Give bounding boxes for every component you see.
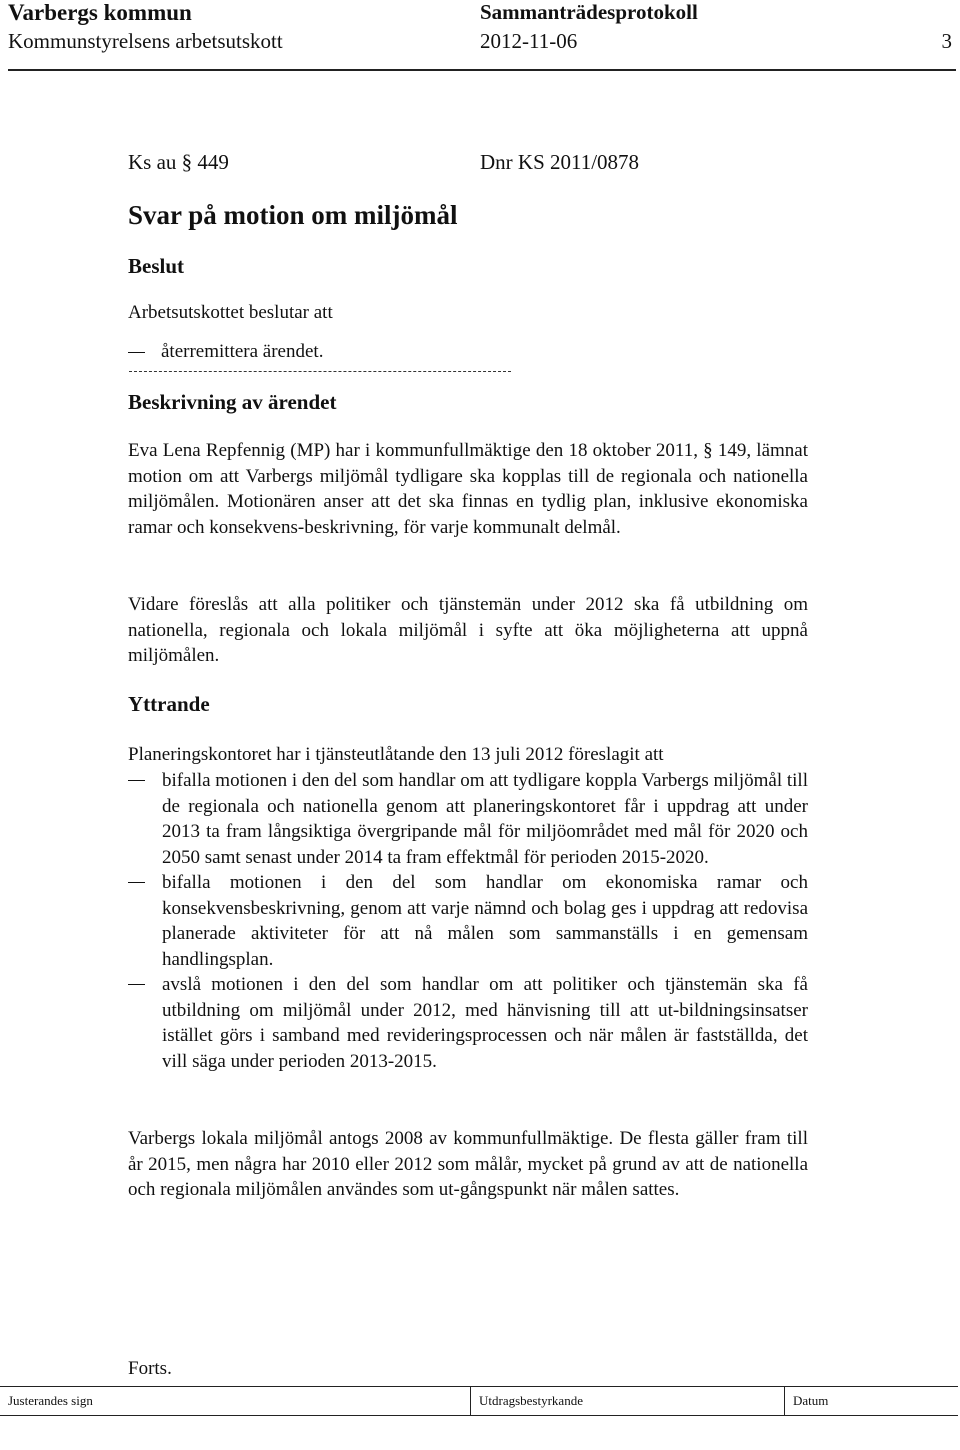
description-paragraph-1 [128, 438, 808, 540]
description-paragraph-2 [128, 592, 808, 669]
statement-intro [128, 742, 808, 768]
list-item-text: bifalla motionen i den del som handlar om att tydligare koppla Varbergs miljömål till de regionala och nationella genom att planeringskontoret får i uppdrag att under 2013 ta fram långsiktiga övergripande mål för miljöområdet med mål för 2020 och 2050 samt senast under 2014 ta fram effektmål för perioden 2015-2020. [162, 770, 808, 868]
dash-bullet-icon [128, 780, 145, 781]
page-title: Svar på motion om miljömål [128, 200, 458, 230]
organization-name: Varbergs kommun [8, 0, 192, 25]
statement-heading: Yttrande [128, 692, 210, 716]
list-item-text: avslå motionen i den del som handlar om att politiker och tjänstemän ska få utbildning om miljömål under 2012, med hänvisning till att ut-bildningsinsatser istället görs i samband med revideringsprocessen och när målen är fastställda, det vill säga under perioden 2013-2015. [162, 974, 808, 1072]
footer-extract-cell: Utdragsbestyrkande [470, 1387, 784, 1415]
footer-date-cell: Datum [784, 1387, 958, 1415]
list-item [128, 768, 808, 870]
header-divider [8, 69, 956, 71]
meeting-date: 2012-11-06 [480, 29, 578, 53]
decision-heading: Beslut [128, 254, 185, 278]
paragraph-text: Vidare föreslås att alla politiker och tjänstemän under 2012 ska få utbildning om nationella, regionala och lokala miljömål i syfte att öka möjligheterna att uppnå miljömålen. [128, 594, 808, 666]
paragraph-text: Planeringskontoret har i tjänsteutlåtande den 13 juli 2012 föreslagit att [128, 744, 664, 765]
case-number: Ks au § 449 [128, 150, 229, 174]
document-type: Sammanträdesprotokoll [480, 0, 698, 24]
closing-paragraph [128, 1126, 808, 1203]
paragraph-text: Eva Lena Repfennig (MP) har i kommunfullmäktige den 18 oktober 2011, § 149, lämnat motion om att Varbergs miljömål tydligare ska kopplas till de regionala och nationella miljömålen. Motionären anser att det ska finnas en tydlig plan, inklusive ekonomiska ramar och konsekvens-beskrivning, för varje kommunalt delmål. [128, 440, 808, 538]
continued-note: Forts. [128, 1358, 172, 1379]
committee-name: Kommunstyrelsens arbetsutskott [8, 29, 283, 53]
diary-number: Dnr KS 2011/0878 [480, 150, 640, 174]
list-item-text: bifalla motionen i den del som handlar om ekonomiska ramar och konsekvensbeskrivning, genom att varje nämnd och bolag ges i uppdrag att redovisa planerade aktiviteter för att nå målen som sammanställs i en gemensam handlingsplan. [162, 872, 808, 970]
statement-list [128, 768, 808, 1074]
footer-sign-cell: Justerandes sign [8, 1393, 93, 1408]
page-number: 3 [941, 29, 952, 53]
signature-footer [0, 1386, 958, 1416]
dashed-separator [129, 371, 511, 372]
dash-bullet-icon [128, 882, 145, 883]
decision-item [128, 341, 323, 363]
dash-bullet-icon [128, 984, 145, 985]
list-item [128, 870, 808, 972]
dash-bullet-icon [128, 352, 145, 353]
description-heading: Beskrivning av ärendet [128, 390, 337, 414]
paragraph-text: Varbergs lokala miljömål antogs 2008 av kommunfullmäktige. De flesta gäller fram till år 2015, men några har 2010 eller 2012 som målår, mycket på grund av att de nationella och regionala miljömålen användes som ut-gångspunkt när målen sattes. [128, 1128, 808, 1200]
decision-item-text: återremittera ärendet. [161, 341, 324, 362]
list-item [128, 972, 808, 1074]
decision-intro: Arbetsutskottet beslutar att [128, 302, 333, 323]
